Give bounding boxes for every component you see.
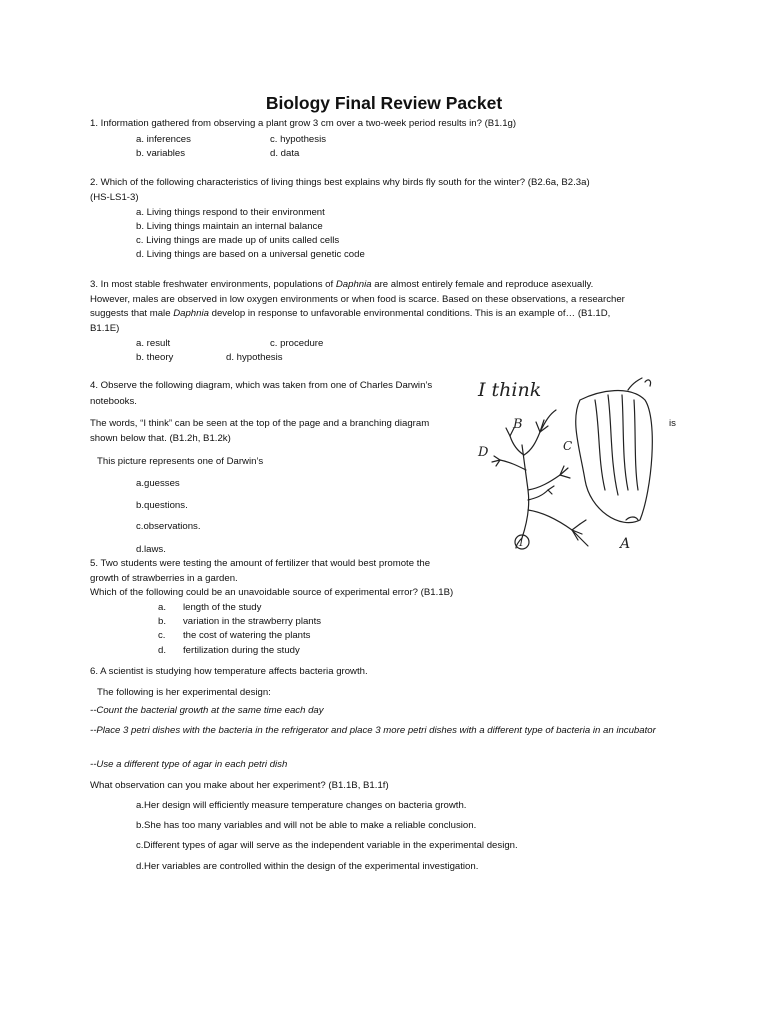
q3-option-c: c. procedure xyxy=(270,338,324,349)
sketch-label-d: D xyxy=(478,445,489,460)
question-2-stem: 2. Which of the following characteristics of living things best explains why birds fly south for the winter? (B2.6a, B2.3a) xyxy=(90,177,590,188)
q3-option-d: d. hypothesis xyxy=(226,352,283,363)
question-4-line-4: shown below that. (B1.2h, B1.2k) xyxy=(90,433,231,444)
question-4-line-3: The words, “I think” can be seen at the top of the page and a branching diagram xyxy=(90,418,430,429)
question-4-line-2: notebooks. xyxy=(90,396,137,407)
q1-option-c: c. hypothesis xyxy=(270,134,326,145)
question-6-line-1: 6. A scientist is studying how temperature affects bacteria growth. xyxy=(90,666,368,677)
question-6-prompt: What observation can you make about her experiment? (B1.1B, B1.1f) xyxy=(90,780,389,791)
question-5-line-2: growth of strawberries in a garden. xyxy=(90,573,238,584)
q5-letter-c: c. xyxy=(158,630,166,641)
q5-letter-d: d. xyxy=(158,645,167,656)
q3-italic-daphnia: Daphnia xyxy=(173,308,209,319)
q3-text: suggests that male xyxy=(90,308,174,319)
q3-option-a: a. result xyxy=(136,338,171,349)
question-4-line-1: 4. Observe the following diagram, which was taken from one of Charles Darwin’s xyxy=(90,380,433,391)
q1-option-b: b. variables xyxy=(136,148,186,159)
question-3-line-1 xyxy=(90,279,593,291)
sketch-label-1: 1 xyxy=(518,538,525,549)
question-3-line-3 xyxy=(90,308,610,320)
q5-option-a: length of the study xyxy=(183,602,262,613)
question-5-line-3: Which of the following could be an unavoidable source of experimental error? (B1.1B) xyxy=(90,587,454,598)
q3-text: develop in response to unfavorable environmental conditions. This is an example of… (B1.1D, xyxy=(208,308,611,319)
q5-option-d: fertilization during the study xyxy=(183,645,300,656)
q2-option-a: a. Living things respond to their environment xyxy=(136,207,325,218)
sketch-heading: I think xyxy=(478,379,542,401)
page-title: Biology Final Review Packet xyxy=(265,93,503,113)
question-5-line-1: 5. Two students were testing the amount of fertilizer that would best promote the xyxy=(90,558,431,569)
sketch-label-a: A xyxy=(620,536,631,552)
question-1-stem: 1. Information gathered from observing a plant grow 3 cm over a two-week period results in? (B1.1g) xyxy=(90,118,517,129)
q2-option-c: c. Living things are made up of units called cells xyxy=(136,235,340,246)
question-4-line-3-end: is xyxy=(669,418,676,429)
sketch-label-b: B xyxy=(513,417,523,432)
q5-option-b: variation in the strawberry plants xyxy=(183,616,322,627)
question-4-line-5: This picture represents one of Darwin’s xyxy=(97,456,264,467)
q4-option-b: b.questions. xyxy=(136,500,188,511)
q2-option-b: b. Living things maintain an internal balance xyxy=(136,221,323,232)
q6-design-item-3: --Use a different type of agar in each petri dish xyxy=(90,759,288,770)
q5-option-c: the cost of watering the plants xyxy=(183,630,311,641)
q3-text: 3. In most stable freshwater environments, populations of xyxy=(90,279,336,290)
darwin-tree-sketch xyxy=(470,370,670,570)
q1-option-a: a. inferences xyxy=(136,134,191,145)
q2-option-d: d. Living things are based on a universal genetic code xyxy=(136,249,365,260)
sketch-label-c: C xyxy=(563,439,573,453)
q5-letter-b: b. xyxy=(158,616,167,627)
question-2-standard: (HS-LS1-3) xyxy=(90,192,139,203)
q6-option-c: c.Different types of agar will serve as the independent variable in the experimental design. xyxy=(136,840,518,851)
question-6-line-2: The following is her experimental design: xyxy=(97,687,271,698)
q6-option-d: d.Her variables are controlled within the design of the experimental investigation. xyxy=(136,861,479,872)
q1-option-d: d. data xyxy=(270,148,300,159)
q3-option-b: b. theory xyxy=(136,352,174,363)
q6-option-a: a.Her design will efficiently measure temperature changes on bacteria growth. xyxy=(136,800,467,811)
q4-option-d: d.laws. xyxy=(136,544,166,555)
question-3-line-2: However, males are observed in low oxygen environments or when food is scarce. Based on these observations, a researcher xyxy=(90,294,625,305)
question-3-line-4: B1.1E) xyxy=(90,323,120,334)
q5-letter-a: a. xyxy=(158,602,167,613)
q3-italic-daphnia: Daphnia xyxy=(335,279,372,290)
q4-option-a: a.guesses xyxy=(136,478,180,489)
q6-design-item-1: --Count the bacterial growth at the same time each day xyxy=(90,705,324,716)
q4-option-c: c.observations. xyxy=(136,521,201,532)
q6-design-item-2: --Place 3 petri dishes with the bacteria in the refrigerator and place 3 more petri dishes with a different type of bacteria in an incubator xyxy=(90,725,656,736)
q6-option-b: b.She has too many variables and will not be able to make a reliable conclusion. xyxy=(136,820,477,831)
q3-text: are almost entirely female and reproduce asexually. xyxy=(371,279,594,290)
